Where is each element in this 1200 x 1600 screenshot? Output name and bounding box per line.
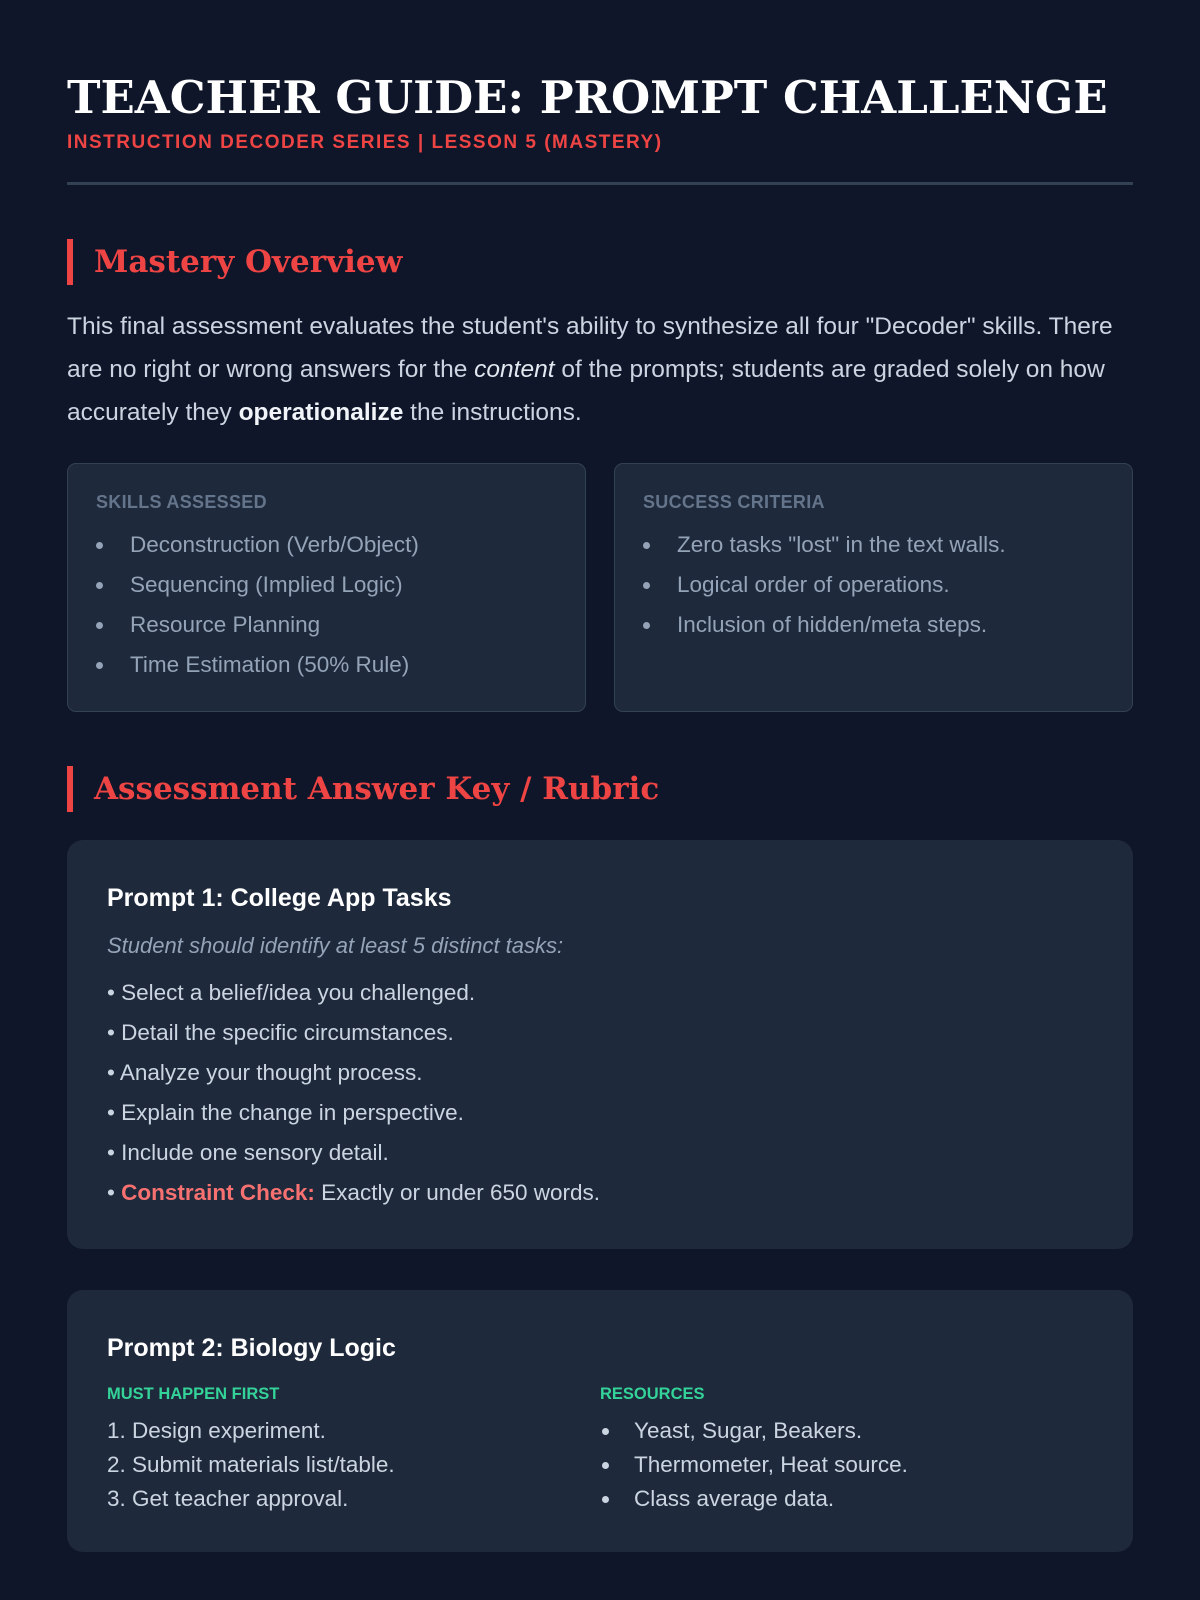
section-title: Assessment Answer Key / Rubric — [94, 771, 660, 807]
constraint-item — [107, 1173, 1093, 1213]
rubric-heading — [67, 766, 1133, 812]
page-header — [67, 0, 1133, 185]
success-criteria-card — [614, 463, 1133, 712]
resources-list — [600, 1414, 1093, 1516]
sequence-list — [107, 1414, 600, 1516]
card-label: SUCCESS CRITERIA — [643, 492, 825, 512]
prompt-title: Prompt 1: College App Tasks — [107, 884, 452, 912]
resources-column — [600, 1385, 1093, 1516]
constraint-label: Constraint Check: — [121, 1180, 315, 1205]
list-item: Inclusion of hidden/meta steps. — [643, 605, 1104, 645]
list-item: Deconstruction (Verb/Object) — [96, 525, 557, 565]
list-item: Yeast, Sugar, Beakers. — [600, 1414, 1093, 1448]
page-subtitle: INSTRUCTION DECODER SERIES | LESSON 5 (MASTERY) — [67, 132, 663, 153]
criteria-list — [643, 525, 1104, 645]
must-happen-first-column — [107, 1385, 600, 1516]
header-divider — [67, 182, 1133, 185]
overview-cards — [67, 463, 1133, 712]
list-item: Resource Planning — [96, 605, 557, 645]
list-item: Thermometer, Heat source. — [600, 1448, 1093, 1482]
task-item: • Include one sensory detail. — [107, 1140, 389, 1165]
list-item: Class average data. — [600, 1482, 1093, 1516]
list-item: Time Estimation (50% Rule) — [96, 645, 557, 685]
task-item: • Explain the change in perspective. — [107, 1100, 464, 1125]
list-item: 3. Get teacher approval. — [107, 1486, 349, 1511]
rubric-section — [67, 766, 1133, 1552]
prompt-title: Prompt 2: Biology Logic — [107, 1334, 396, 1362]
skills-assessed-card — [67, 463, 586, 712]
mastery-overview-section — [67, 239, 1133, 712]
section-title: Mastery Overview — [94, 244, 403, 280]
column-label: RESOURCES — [600, 1385, 705, 1403]
prompt-2-card — [67, 1290, 1133, 1552]
overview-intro — [67, 305, 1133, 434]
task-item: • Analyze your thought process. — [107, 1060, 423, 1085]
intro-text: of the prompts; students are graded solely on how accurately they — [67, 356, 1105, 426]
list-item: 1. Design experiment. — [107, 1418, 326, 1443]
intro-emphasis: content — [474, 356, 555, 383]
intro-text: This final assessment evaluates the student's ability to synthesize all four "Decoder" skills. There are no right or wrong answers for the — [67, 313, 1113, 383]
prompt-1-card — [67, 840, 1133, 1249]
task-item: • Select a belief/idea you challenged. — [107, 980, 476, 1005]
intro-text: the instructions. — [403, 399, 582, 426]
list-item: Logical order of operations. — [643, 565, 1104, 605]
column-label: MUST HAPPEN FIRST — [107, 1385, 280, 1403]
mastery-overview-heading — [67, 239, 1133, 285]
page-title: TEACHER GUIDE: PROMPT CHALLENGE — [67, 71, 1108, 124]
intro-strong: operationalize — [238, 399, 404, 426]
list-item: Zero tasks "lost" in the text walls. — [643, 525, 1104, 565]
card-label: SKILLS ASSESSED — [96, 492, 267, 512]
prompt-2-columns — [107, 1385, 1093, 1516]
task-item: • Detail the specific circumstances. — [107, 1020, 454, 1045]
list-item: Sequencing (Implied Logic) — [96, 565, 557, 605]
skills-list — [96, 525, 557, 685]
bullet: • — [107, 1180, 122, 1205]
constraint-text: Exactly or under 650 words. — [314, 1180, 601, 1205]
task-list — [107, 973, 1093, 1213]
prompt-hint: Student should identify at least 5 distinct tasks: — [107, 933, 564, 958]
list-item: 2. Submit materials list/table. — [107, 1452, 395, 1477]
